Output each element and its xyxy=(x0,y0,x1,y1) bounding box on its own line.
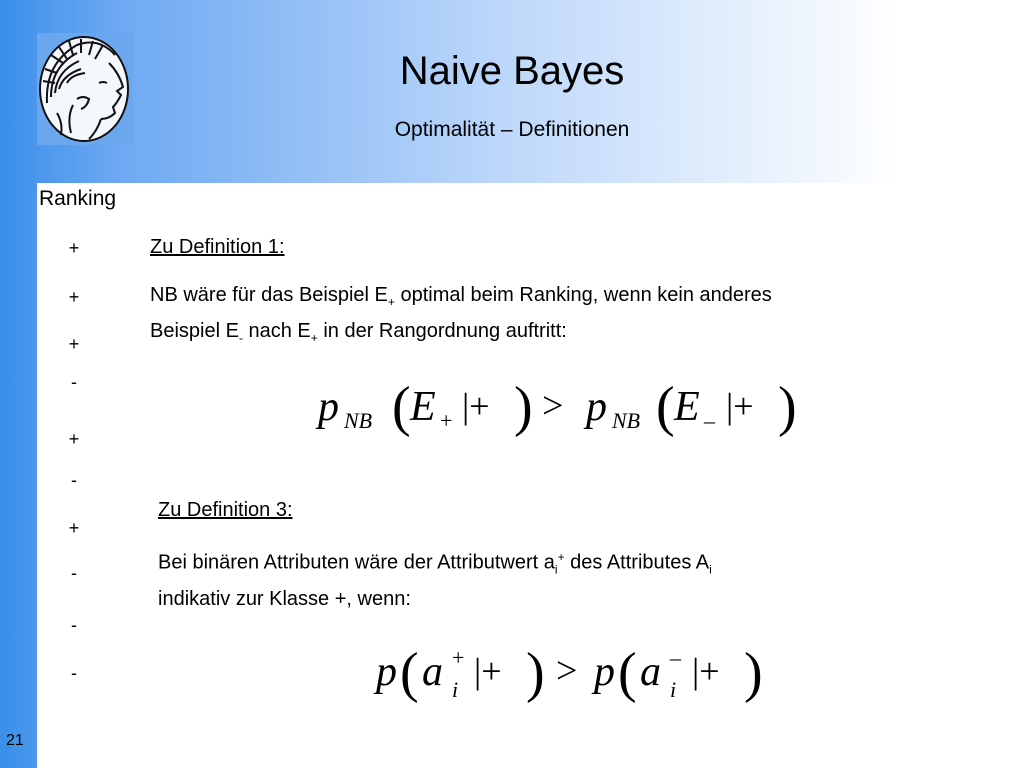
formula-i-subscript: i xyxy=(670,677,677,702)
formula-minus-superscript: – xyxy=(670,645,681,670)
ranking-sign: + xyxy=(68,518,80,538)
formula-p: p xyxy=(594,649,615,695)
slide-subtitle: Optimalität – Definitionen xyxy=(394,118,630,141)
definition-1-heading: Zu Definition 1: xyxy=(150,236,285,258)
formula-condition: |+ xyxy=(726,386,754,426)
formula-greater-than: > xyxy=(556,650,578,692)
formula-a: a xyxy=(640,649,661,695)
formula-definition-1 xyxy=(312,370,812,442)
formula-definition-3 xyxy=(372,635,772,711)
formula-greater-than: > xyxy=(542,385,564,427)
ranking-sign: + xyxy=(68,238,80,258)
text-run: Beispiel E xyxy=(150,320,239,342)
definition-3-heading: Zu Definition 3: xyxy=(158,499,293,521)
ranking-sign: - xyxy=(71,563,77,583)
definition-3-text xyxy=(158,543,978,614)
formula-condition: |+ xyxy=(462,386,490,426)
ranking-sign: - xyxy=(71,663,77,683)
formula-condition: |+ xyxy=(692,651,720,691)
text-run: des Attributes A xyxy=(564,551,710,574)
superscript: + xyxy=(557,550,565,564)
formula-plus-superscript: + xyxy=(452,645,465,670)
formula-E: E xyxy=(674,384,700,430)
definition-1-text xyxy=(150,281,970,353)
subscript: + xyxy=(387,295,395,309)
subscript: i xyxy=(554,562,558,577)
formula-close-paren: ) xyxy=(744,642,763,704)
page-number: 21 xyxy=(6,732,24,749)
formula-close-paren: ) xyxy=(514,376,533,438)
formula-plus-subscript: + xyxy=(440,408,453,433)
formula-condition: |+ xyxy=(474,651,502,691)
text-run: Bei binären Attributen wäre der Attributwert a xyxy=(158,551,555,574)
text-run: nach E xyxy=(242,320,311,342)
formula-nb-subscript: NB xyxy=(344,408,373,433)
text-run: NB wäre für das Beispiel E xyxy=(150,284,388,306)
ranking-sign: + xyxy=(68,287,80,307)
ranking-sign: + xyxy=(68,334,80,354)
text-run: optimal beim Ranking, wenn kein anderes xyxy=(394,284,772,306)
text-run: indikativ zur Klasse +, wenn: xyxy=(158,587,411,610)
formula-open-paren: ( xyxy=(400,642,419,704)
ranking-sign: - xyxy=(71,372,77,392)
formula-i-subscript: i xyxy=(452,677,459,702)
formula-p: p xyxy=(318,384,339,430)
subscript: + xyxy=(310,331,318,345)
ranking-sign: - xyxy=(71,470,77,490)
subscript: - xyxy=(238,331,243,345)
formula-p: p xyxy=(586,384,607,430)
formula-a: a xyxy=(422,649,443,695)
formula-open-paren: ( xyxy=(392,376,411,438)
formula-open-paren: ( xyxy=(656,376,675,438)
formula-nb-subscript: NB xyxy=(612,408,641,433)
ranking-label: Ranking xyxy=(39,187,117,210)
ranking-sign: + xyxy=(68,429,80,449)
text-run: in der Rangordnung auftritt: xyxy=(317,320,567,342)
subscript: i xyxy=(709,562,712,577)
ranking-sign: - xyxy=(71,615,77,635)
formula-minus-subscript: – xyxy=(704,408,715,433)
formula-E: E xyxy=(410,384,436,430)
formula-close-paren: ) xyxy=(778,376,797,438)
formula-p: p xyxy=(376,649,397,695)
formula-open-paren: ( xyxy=(618,642,637,704)
slide-title: Naive Bayes xyxy=(399,49,625,93)
formula-close-paren: ) xyxy=(526,642,545,704)
